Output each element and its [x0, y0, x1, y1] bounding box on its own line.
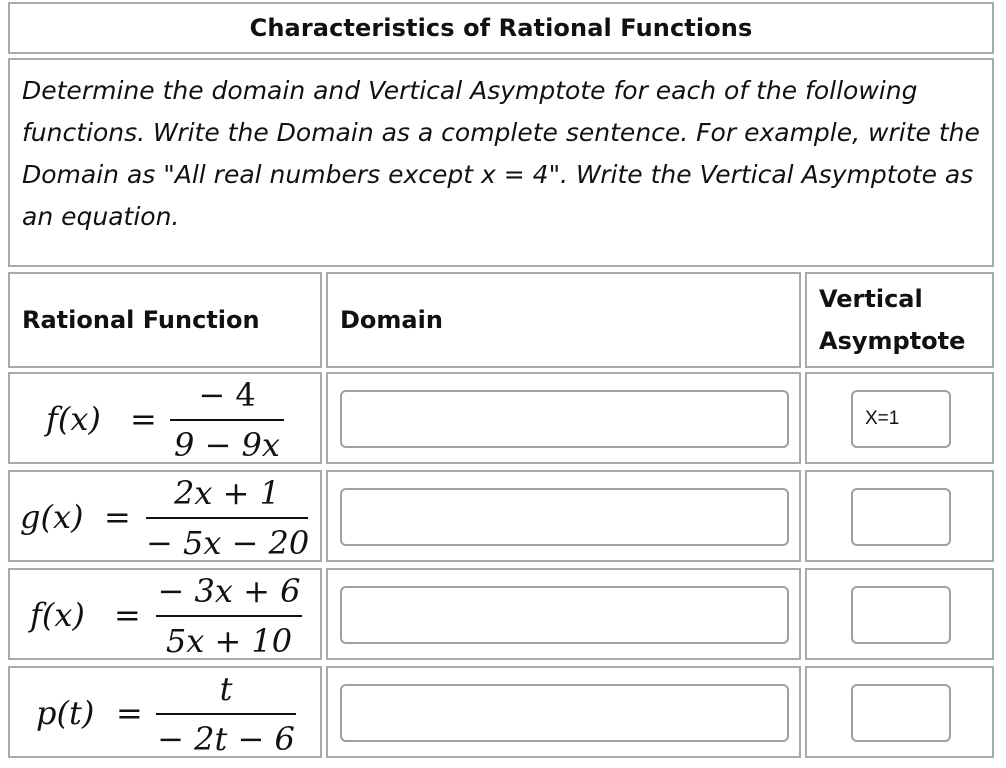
va-input-3[interactable] — [851, 586, 951, 644]
function-expression-1 — [10, 374, 320, 462]
va-input-1[interactable]: X=1 — [851, 390, 951, 448]
function-expression-4 — [10, 668, 320, 756]
domain-cell-3 — [326, 568, 801, 660]
domain-input-1[interactable] — [340, 390, 789, 448]
function-lhs-3: f(x) — [30, 596, 85, 634]
denominator-2: − 5x − 20 — [146, 524, 310, 562]
header-domain-label: Domain — [340, 306, 443, 334]
fraction-2 — [146, 471, 308, 565]
instructions-text: Determine the domain and Vertical Asymptote for each of the following functions. Write the Domain as a complete sentence. For example, write the Domain as "All real numbers except x = 4". Write the Vertical Asymptote as an equation. — [22, 76, 980, 231]
header-va-line2: Asymptote — [819, 327, 966, 355]
va-cell-2 — [805, 470, 994, 562]
header-rational-function — [8, 272, 322, 368]
domain-cell-1 — [326, 372, 801, 464]
va-cell-3 — [805, 568, 994, 660]
fraction-4 — [156, 667, 296, 761]
va-cell-4 — [805, 666, 994, 758]
function-cell-3 — [8, 568, 322, 660]
numerator-4: t — [219, 670, 233, 708]
function-lhs-4: p(t) — [36, 694, 95, 732]
va-cell-1 — [805, 372, 994, 464]
fraction-bar-3 — [156, 615, 302, 617]
domain-input-2[interactable] — [340, 488, 789, 546]
domain-cell-4 — [326, 666, 801, 758]
numerator-2: 2x + 1 — [174, 474, 280, 512]
function-lhs-2: g(x) — [20, 498, 84, 536]
equals-sign-4: = — [116, 694, 143, 732]
function-lhs-1: f(x) — [46, 400, 101, 438]
function-cell-4 — [8, 666, 322, 758]
function-cell-2 — [8, 470, 322, 562]
header-va-line1: Vertical — [819, 285, 923, 313]
fraction-3 — [156, 569, 302, 663]
numerator-3: − 3x + 6 — [157, 572, 301, 610]
fraction-bar-4 — [156, 713, 296, 715]
page-title — [8, 2, 994, 54]
denominator-1: 9 − 9x — [174, 426, 280, 464]
equals-sign-3: = — [114, 596, 141, 634]
header-vertical-asymptote — [805, 272, 994, 368]
fraction-1 — [170, 373, 284, 467]
equals-sign-1: = — [130, 400, 157, 438]
instructions-panel — [8, 58, 994, 267]
denominator-4: − 2t − 6 — [157, 720, 295, 758]
numerator-1: − 4 — [198, 376, 256, 414]
denominator-3: 5x + 10 — [165, 622, 293, 660]
header-vertical-asymptote-label — [819, 278, 965, 362]
equals-sign-2: = — [104, 498, 131, 536]
function-expression-3 — [10, 570, 320, 658]
header-rational-function-label: Rational Function — [22, 306, 260, 334]
function-cell-1 — [8, 372, 322, 464]
domain-input-3[interactable] — [340, 586, 789, 644]
domain-input-4[interactable] — [340, 684, 789, 742]
va-input-2[interactable] — [851, 488, 951, 546]
page-title-text: Characteristics of Rational Functions — [249, 14, 753, 42]
va-input-4[interactable] — [851, 684, 951, 742]
domain-cell-2 — [326, 470, 801, 562]
header-domain — [326, 272, 801, 368]
function-expression-2 — [10, 472, 320, 560]
fraction-bar-2 — [146, 517, 308, 519]
fraction-bar-1 — [170, 419, 284, 421]
